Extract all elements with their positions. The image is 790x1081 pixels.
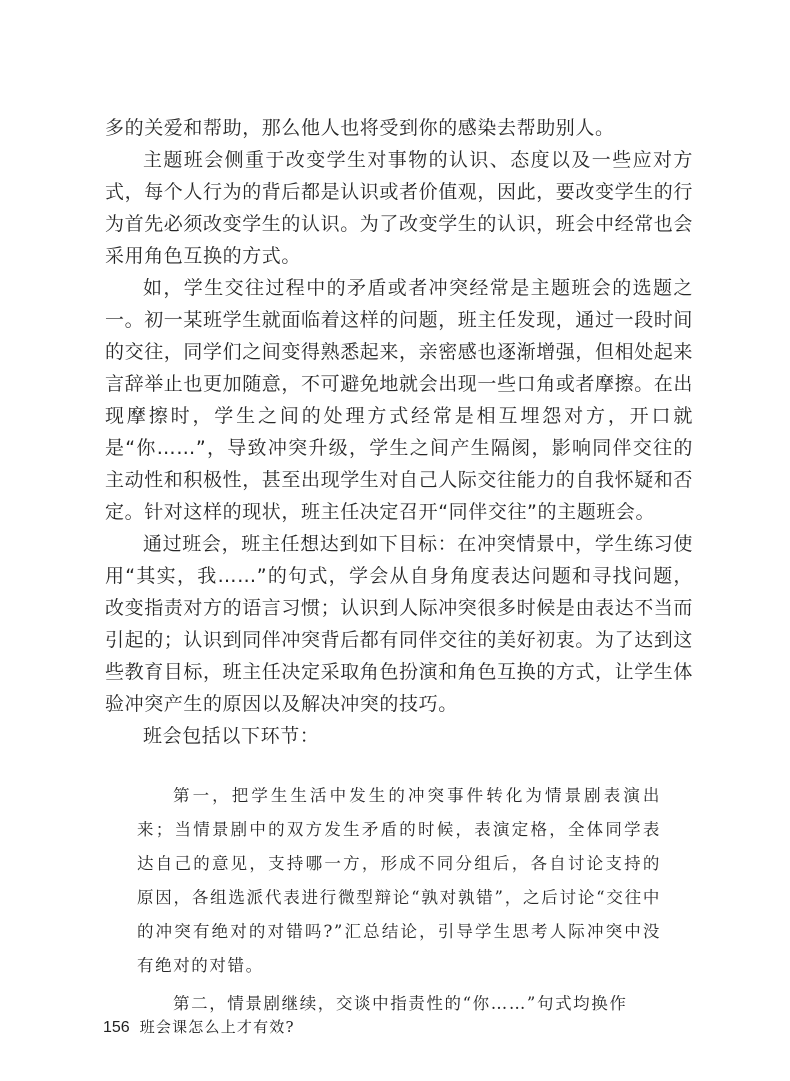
- paragraph: 班会包括以下环节：: [143, 725, 320, 747]
- paragraph: 如，学生交往过程中的矛盾或者冲突经常是主题班会的选题之一。初一某班学生就面临着这样的问题，班主任发现，通过一段时间的交往，同学们之间变得熟悉起来，亲密感也逐渐增强，但相处起来言辞举止也更加随意，不可避免地就会出现一些口角或者摩擦。在出现摩擦时，学生之间的处理方式经常是相互埋怨对方，开口就是“你……”，导致冲突升级，学生之间产生隔阂，影响同伴交往的主动性和积极性，甚至出现学生对自己人际交往能力的自我怀疑和否定。针对这样的现状，班主任决定召开“同伴交往”的主题班会。: [105, 277, 694, 523]
- paragraph: 主题班会侧重于改变学生对事物的认识、态度以及一些应对方式，每个人行为的背后都是认识或者价值观，因此，要改变学生的行为首先必须改变学生的认识。为了改变学生的认识，班会中经常也会采用角色互换的方式。: [105, 149, 694, 267]
- paragraph: 通过班会，班主任想达到如下目标：在冲突情景中，学生练习使用“其实，我……”的句式，学会从自身角度表达问题和寻找问题，改变指责对方的语言习惯；认识到人际冲突很多时候是由表达不当而引起的；认识到同伴冲突背后都有同伴交往的美好初衷。为了达到这些教育目标，班主任决定采取角色扮演和角色互换的方式，让学生体验冲突产生的原因以及解决冲突的技巧。: [105, 533, 694, 715]
- quote-paragraph: 第二，情景剧继续，交谈中指责性的“你……”句式均换作: [173, 994, 628, 1013]
- main-text: [105, 112, 693, 752]
- page-number: 156: [103, 1019, 130, 1036]
- quote-paragraph: 第一，把学生生活中发生的冲突事件转化为情景剧表演出来；当情景剧中的双方发生矛盾的时候，表演定格，全体同学表达自己的意见，支持哪一方，形成不同分组后，各自讨论支持的原因，各组选派代表进行微型辩论“孰对孰错”，之后讨论“交往中的冲突有绝对的对错吗?”汇总结论，引导学生思考人际冲突中没有绝对的对错。: [137, 786, 661, 975]
- page-footer: [103, 1016, 295, 1037]
- paragraph-continued: 多的关爱和帮助，那么他人也将受到你的感染去帮助别人。: [105, 117, 615, 139]
- block-quote: [137, 779, 661, 1021]
- running-title: 班会课怎么上才有效?: [139, 1018, 295, 1036]
